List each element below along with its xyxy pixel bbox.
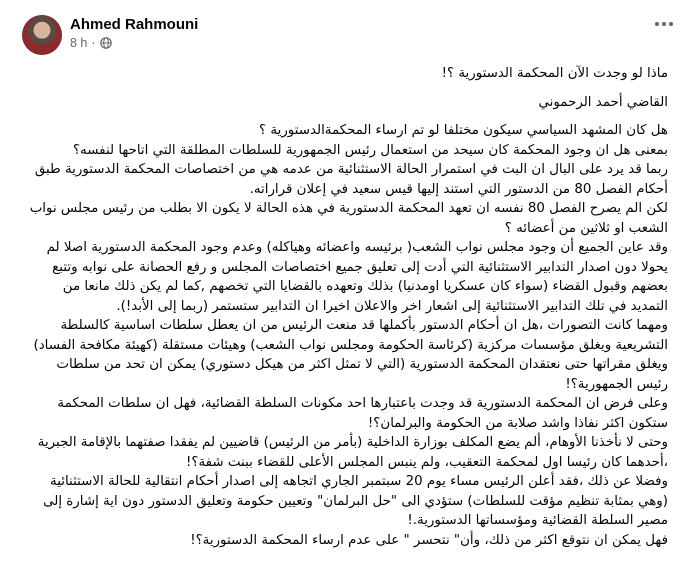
meta-separator: · <box>91 36 96 50</box>
globe-icon[interactable] <box>100 37 112 49</box>
post-time[interactable]: 8 h <box>70 36 88 50</box>
post-meta <box>70 36 112 50</box>
post-content <box>22 64 668 550</box>
post-title: ماذا لو وجدت الآن المحكمة الدستورية ؟! <box>441 66 668 81</box>
post-header <box>0 0 691 60</box>
post-byline: القاضي أحمد الرحموني <box>538 94 668 110</box>
ellipsis-icon[interactable] <box>655 22 673 26</box>
post-body: هل كان المشهد السياسي سيكون مختلفا لو تم ارساء المحكمةالدستورية ؟ بمعنى هل ان وجود المحكمة كان سيحد من استعمال رئيس الجمهورية للسلطات المطلقة التي اتاحها لنفسه؟ ربما قد يرد على البال ان البت في استمرار الحالة الاستثنائية من عدمه هي من اختصاصات المحكمة الدستورية طبق أحكام الفصل 80 من الدستور التي استند إليها قيس سعيد في إعلان قراراته. لكن الم يصرح الفصل 80 نفسه ان تعهد المحكمة الدستورية في هذه الحالة لا يكون الا بطلب من رئيس مجلس نواب الشعب او ثلاثين من أعضائه ؟ وقد عاين الجميع أن وجود مجلس نواب الشعب( برئيسه واعضائه وهياكله) وعدم وجود المحكمة الدستورية اصلا لم يحولا دون اصدار التدابير الاستثنائية التي أدت إلى تعليق جميع اختصاصات المجلس و رفع الحصانة على نوابه وتتبع بعضهم وقبول القضاء (سواء كان عسكريا اومدنيا) بذلك وتعهده بالقضايا التي تخصهم ,كما لم يكن ذلك مانعا من التمديد في تلك التدابير الاستثنائية إلى اشعار اخر والاعلان اخيرا ان التدابير ستستمر (ربما إلى الأبد!). ومهما كانت التصورات ،هل ان أحكام الدستور بأكملها قد منعت الرئيس من ان يعطل سلطات اساسية كالسلطة التشريعية ويغلق مؤسسات مركزية (كرئاسة الحكومة ومجلس نواب الشعب) وهيئات مستقلة (كهيئة مكافحة الفساد) ويغلق مقراتها حتى نعتقدان المحكمة الدستورية (التي لا تمثل اكثر من هيكل دستوري) يمكن ان تحد من سلطات رئيس الجمهورية؟! وعلى فرض ان المحكمة الدستورية قد وجدت باعتبارها احد مكونات السلطة القضائية، فهل ان سلطات المحكمة ستكون اكثر نفاذا واشد صلابة من الحكومة والبرلمان؟! وحتى لا نأخذنا الأوهام، ألم يضع المكلف بوزارة الداخلية (بأمر من الرئيس) قاضيين لم يفقدا صفتهما بالإقامة الجبرية ،أحدهما كان رئيسا اول لمحكمة التعقيب، ولم ينبس المجلس الأعلى للقضاء ببنت شفة؟! وفضلا عن ذلك ،فقد أعلن الرئيس مساء يوم 20 سبتمبر الجاري اتجاهه إلى اصدار أحكام انتقالية للحالة الاستثنائية (وهي بمثابة تنظيم مؤقت للسلطات) ستؤدي الى "حل البرلمان" وتعيين حكومة وتعليق الدستور دون اية إشارة إلى مصير السلطة القضائية ومؤسساتها الدستورية.! فهل يمكن ان نتوقع اكثر من ذلك، وأن" نتحسر " على عدم ارساء المحكمة الدستورية؟! <box>29 123 668 548</box>
author-name[interactable]: Ahmed Rahmouni <box>70 16 199 33</box>
avatar[interactable] <box>22 15 62 55</box>
